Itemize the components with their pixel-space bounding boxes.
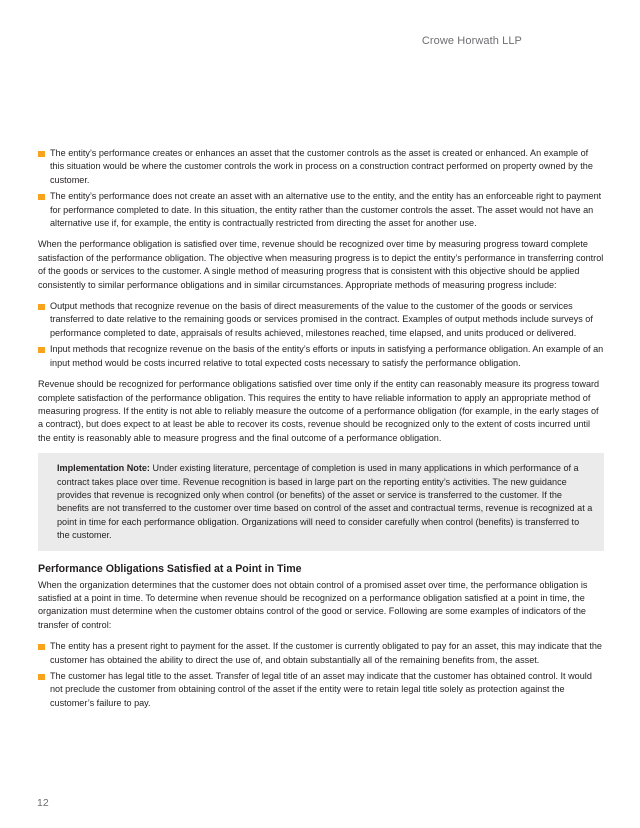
company-header: Crowe Horwath LLP <box>421 35 522 47</box>
list-item <box>38 300 604 340</box>
list-item <box>38 640 604 667</box>
list-item-text: The customer has legal title to the asset. Transfer of legal title of an asset may indicate that the customer has obtained control. It would not preclude the customer from obtaining control of the asset if the entity were to retain legal title solely as protection against the customer’s failure to pay. <box>50 671 592 708</box>
body-paragraph: When the performance obligation is satisfied over time, revenue should be recognized over time by measuring progress toward complete satisfaction of the performance obligation. The objective when measuring progress is to depict the entity’s performance in transferring control of the goods or services to the customer. A single method of measuring progress that is consistent with this objective should be applied consistently to similar performance obligations and in similar circumstances. Appropriate methods of measuring progress include: <box>38 239 604 290</box>
implementation-note <box>57 462 594 542</box>
list-item-text: Input methods that recognize revenue on the basis of the entity’s efforts or inputs in satisfying a performance obligation. An example of an input method would be costs incurred relative to total expected costs necessary to satisfy the performance obligation. <box>50 344 604 368</box>
square-bullet-icon <box>38 194 45 201</box>
square-bullet-icon <box>38 151 45 158</box>
list-item-text: The entity has a present right to payment for the asset. If the customer is currently obligated to pay for an asset, this may indicate that the customer has obtained the ability to direct the use of, and obtain substantially all of the remaining benefits from, the asset. <box>50 641 602 665</box>
list-item <box>38 670 604 710</box>
square-bullet-icon <box>38 644 45 651</box>
body-paragraph: When the organization determines that the customer does not obtain control of a promised asset over time, the performance obligation is satisfied at a point in time. To determine when revenue should be recognized on a performance obligation satisfied at a point in time, the organization must determine when the customer obtains control of the good or service. Following are some examples of indicators of the transfer of control: <box>38 579 588 630</box>
page-number: 12 <box>37 797 49 809</box>
square-bullet-icon <box>38 347 45 354</box>
square-bullet-icon <box>38 304 45 311</box>
list-item-text: Output methods that recognize revenue on the basis of direct measurements of the value to the customer of the goods or services transferred to date relative to the remaining goods or services promised in the contract. Examples of output methods include surveys of performance completed to date, appraisals of results achieved, milestones reached, time elapsed, and units produced or delivered. <box>50 301 593 338</box>
list-item <box>38 147 604 187</box>
page-content <box>38 147 604 718</box>
bullet-list-control-over-time <box>38 147 604 230</box>
list-item <box>38 343 604 370</box>
bullet-list-control-indicators <box>38 640 604 710</box>
implementation-note-box <box>38 453 604 550</box>
section-heading: Performance Obligations Satisfied at a Point in Time <box>38 562 302 575</box>
square-bullet-icon <box>38 674 45 681</box>
note-text: Under existing literature, percentage of completion is used in many applications in which performance of a contract takes place over time. Revenue recognition is based in large part on the reporting entity’s activities. The new guidance provides that revenue is recognized only when control (or benefits) of the asset or service is transferred to the customer. If the benefits are not transferred to the customer over time based on control of the asset and contractual terms, revenue is recognized at a point in time for each performance obligation. Organizations will need to consider carefully when control (benefits) is transferred to the customer. <box>57 463 593 541</box>
note-label: Implementation Note: <box>57 463 150 474</box>
list-item <box>38 190 604 230</box>
list-item-text: The entity’s performance does not create an asset with an alternative use to the entity, and the entity has an enforceable right to payment for performance completed to date. In this situation, the entity rather than the customer controls the asset. The asset would not have an alternative use if, for example, the entity is contractually restricted from directing the asset for another use. <box>50 191 602 229</box>
body-paragraph: Revenue should be recognized for performance obligations satisfied over time only if the entity can reasonably measure its progress toward complete satisfaction of the performance obligation. This requires the entity to have reliable information to apply an appropriate method of measuring progress. If the entity is not able to reliably measure the outcome of a performance obligation (for example, in the early stages of a contract), but does expect to at least be able to recover its costs, revenue should be recognized only to the extent of costs incurred until the entity is reasonably able to measure progress and the final outcome of a performance obligation. <box>38 379 600 443</box>
list-item-text: The entity’s performance creates or enhances an asset that the customer controls as the asset is created or enhanced. An example of this situation would be where the customer controls the work in process on a construction contract performed on property owned by the customer. <box>50 148 593 185</box>
bullet-list-measuring-methods <box>38 300 604 370</box>
